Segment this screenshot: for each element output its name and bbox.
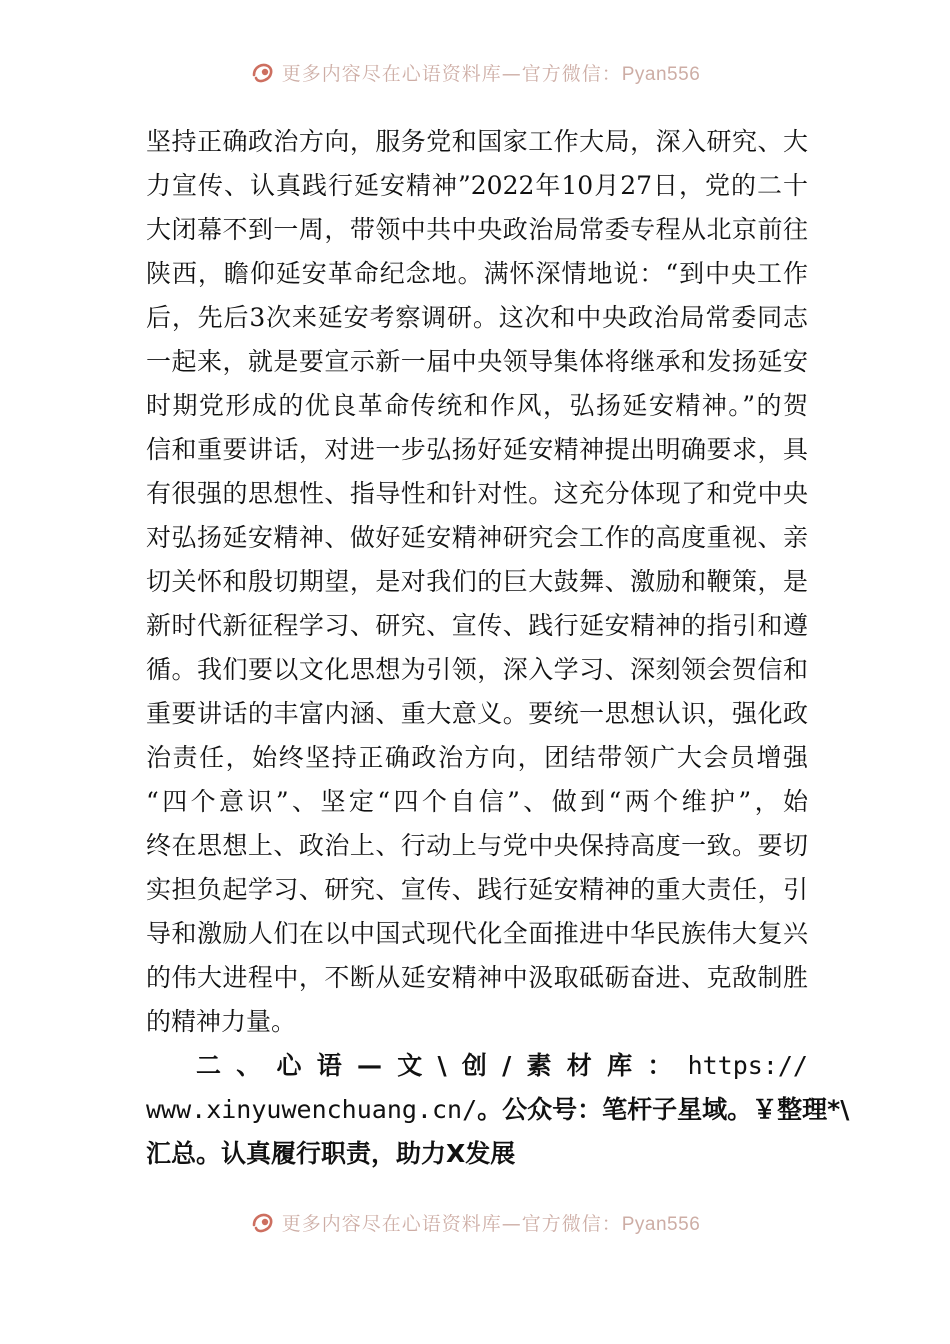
- brand-logo-icon: [250, 1209, 276, 1235]
- text-line: 有很强的思想性、指导性和针对性。这充分体现了和党中央: [146, 479, 808, 508]
- section-2-line-3: 汇总。认真履行职责，助力X发展: [146, 1139, 516, 1168]
- watermark-wechat-id: Pyan556: [621, 63, 701, 85]
- text-line: 信和重要讲话，对进一步弘扬好延安精神提出明确要求，具: [146, 435, 808, 464]
- text-line: 治责任，始终坚持正确政治方向，团结带领广大会员增强: [146, 743, 808, 772]
- text-line: 切关怀和殷切期望，是对我们的巨大鼓舞、激励和鞭策，是: [146, 567, 808, 596]
- text-line: 时期党形成的优良革命传统和作风，弘扬延安精神。”的贺: [146, 391, 808, 420]
- text-line: 终在思想上、政治上、行动上与党中央保持高度一致。要切: [146, 831, 808, 860]
- website-link-part-1[interactable]: https://: [687, 1051, 808, 1080]
- watermark-wechat-id: Pyan556: [621, 1213, 701, 1235]
- text-line: 后，先后3次来延安考察调研。这次和中央政治局常委同志: [146, 303, 808, 332]
- text-line: 重要讲话的丰富内涵、重大意义。要统一思想认识，强化政: [146, 699, 808, 728]
- watermark-text: [282, 1209, 701, 1236]
- footer-watermark: [0, 1202, 950, 1242]
- document-body: [146, 120, 850, 1176]
- section-2-line-2: [146, 1088, 850, 1132]
- text-line: 力宣传、认真践行延安精神”2022年10月27日，党的二十: [146, 171, 808, 200]
- section-2-heading: 二、心语—文\创/素材库：: [196, 1051, 688, 1080]
- text-line: 导和激励人们在以中国式现代化全面推进中华民族伟大复兴: [146, 919, 808, 948]
- text-line: 陕西，瞻仰延安革命纪念地。满怀深情地说：“到中央工作: [146, 259, 808, 288]
- text-line: “四个意识”、坚定“四个自信”、做到“两个维护”，始: [146, 787, 808, 816]
- section-2: [146, 1044, 850, 1176]
- section-2-line-2-text: 。公众号：笔杆子星域。￥整理*\: [477, 1095, 850, 1124]
- text-line: 的精神力量。: [146, 1007, 297, 1036]
- text-line: 大闭幕不到一周，带领中共中央政治局常委专程从北京前往: [146, 215, 808, 244]
- text-line: 新时代新征程学习、研究、宣传、践行延安精神的指引和遵: [146, 611, 808, 640]
- text-line: 对弘扬延安精神、做好延安精神研究会工作的高度重视、亲: [146, 523, 808, 552]
- section-2-heading-line: [146, 1044, 808, 1088]
- watermark-text: [282, 59, 701, 86]
- text-line: 的伟大进程中，不断从延安精神中汲取砥砺奋进、克敌制胜: [146, 963, 808, 992]
- watermark-label: 更多内容尽在心语资料库—官方微信：: [281, 62, 622, 85]
- text-line: 坚持正确政治方向，服务党和国家工作大局，深入研究、大: [146, 127, 808, 156]
- text-line: 一起来，就是要宣示新一届中央领导集体将继承和发扬延安: [146, 347, 808, 376]
- brand-logo-icon: [250, 59, 276, 85]
- text-line: 循。我们要以文化思想为引领，深入学习、深刻领会贺信和: [146, 655, 808, 684]
- watermark-label: 更多内容尽在心语资料库—官方微信：: [281, 1212, 622, 1235]
- header-watermark: [0, 52, 950, 92]
- paragraph-1: [146, 120, 808, 1044]
- text-line: 实担负起学习、研究、宣传、践行延安精神的重大责任，引: [146, 875, 808, 904]
- website-link-part-2[interactable]: www.xinyuwenchuang.cn/: [146, 1095, 478, 1124]
